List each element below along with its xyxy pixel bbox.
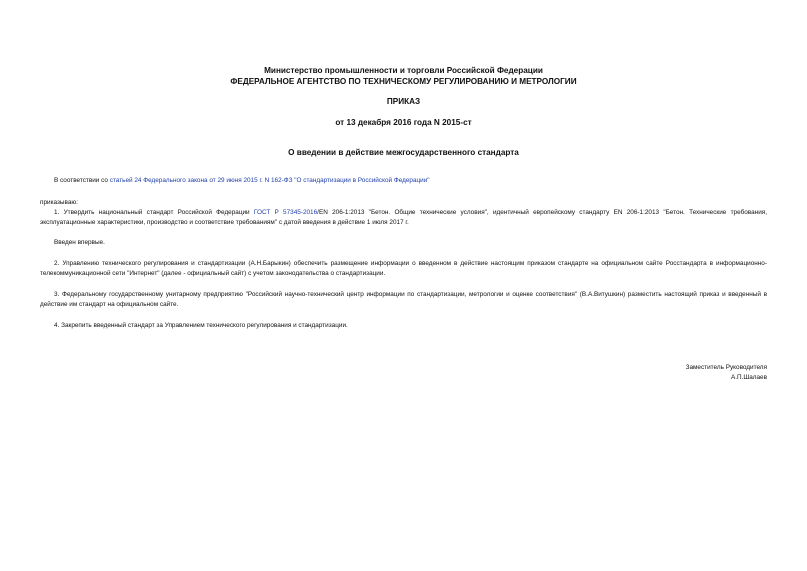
- document-date: от 13 декабря 2016 года N 2015-ст: [335, 118, 472, 127]
- document-title: О введении в действие межгосударственного стандарта: [288, 148, 519, 157]
- item-4-paragraph: 4. Закрепить введенный стандарт за Управлением технического регулирования и стандартизации.: [54, 322, 348, 329]
- signer-name: А.П.Шалаев: [730, 374, 767, 381]
- item-1-text-start: 1. Утвердить национальный стандарт Российской Федерации: [54, 209, 254, 216]
- agency-name: ФЕДЕРАЛЬНОЕ АГЕНТСТВО ПО ТЕХНИЧЕСКОМУ РЕГУЛИРОВАНИЮ И МЕТРОЛОГИИ: [230, 76, 577, 86]
- document-header: [0, 66, 807, 87]
- preamble-text: В соответствии со: [54, 177, 110, 184]
- ministry-name: Министерство промышленности и торговли Российской Федерации: [264, 66, 543, 75]
- order-word: приказываю:: [40, 199, 78, 206]
- item-3-paragraph: 3. Федеральному государственному унитарному предприятию "Российский научно-технический центр информации по стандартизации, метрологии и оценке соответствия" (В.А.Витушкин) разместить настоящий приказ и введенный в действие им стандарт на официальном сайте.: [40, 291, 767, 308]
- signer-position: Заместитель Руководителя: [685, 364, 767, 371]
- introduced-note: Введен впервые.: [54, 239, 105, 246]
- document-type: ПРИКАЗ: [386, 97, 421, 106]
- item-1-paragraph: [40, 208, 767, 227]
- federal-law-link[interactable]: статьей 24 Федерального закона от 29 июня 2015 г. N 162-ФЗ "О стандартизации в Российской Федерации": [109, 177, 430, 184]
- gost-link[interactable]: ГОСТ Р 57345-2016: [253, 209, 318, 216]
- item-1-text-end: /EN 206-1:2013 "Бетон. Общие технические условия", идентичный европейскому стандарту EN 206-1:2013 "Бетон. Технические требования, эксплуатационные характеристики, производство и соответствие требованиям" с датой введения в действие 1 июля 2017 г.: [40, 209, 767, 226]
- item-2-paragraph: 2. Управлению технического регулирования и стандартизации (А.Н.Барыкин) обеспечить размещение информации о введенном в действие настоящим приказом стандарте на официальном сайте Росстандарта в информационно-телекоммуникационной сети "Интернет" (далее - официальный сайт) с учетом законодательства о стандартизации.: [40, 260, 767, 277]
- preamble-paragraph: [40, 176, 767, 186]
- signature-block: [567, 363, 767, 383]
